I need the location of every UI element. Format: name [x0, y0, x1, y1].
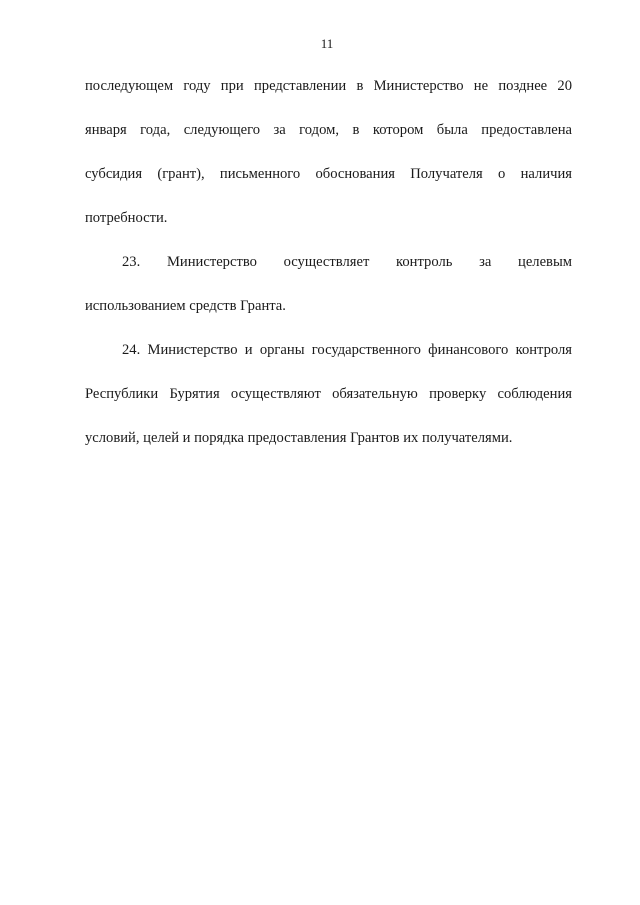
paragraph-line: 24. Министерство и органы государственного финансового контроля	[122, 342, 572, 358]
paragraph-line: использованием средств Гранта.	[85, 298, 286, 314]
paragraph-line: субсидия (грант), письменного обоснования Получателя о наличия	[85, 166, 572, 182]
paragraph-line: потребности.	[85, 210, 168, 226]
paragraph-line: последующем году при представлении в Министерство не позднее 20	[85, 78, 572, 94]
paragraph-line: 23. Министерство осуществляет контроль за целевым	[122, 254, 572, 270]
paragraph-line: Республики Бурятия осуществляют обязательную проверку соблюдения	[85, 386, 572, 402]
paragraph-line: января года, следующего за годом, в котором была предоставлена	[85, 122, 572, 138]
document-body	[85, 76, 572, 472]
page-number: 11	[320, 36, 334, 51]
paragraph-line: условий, целей и порядка предоставления Грантов их получателями.	[85, 430, 513, 446]
